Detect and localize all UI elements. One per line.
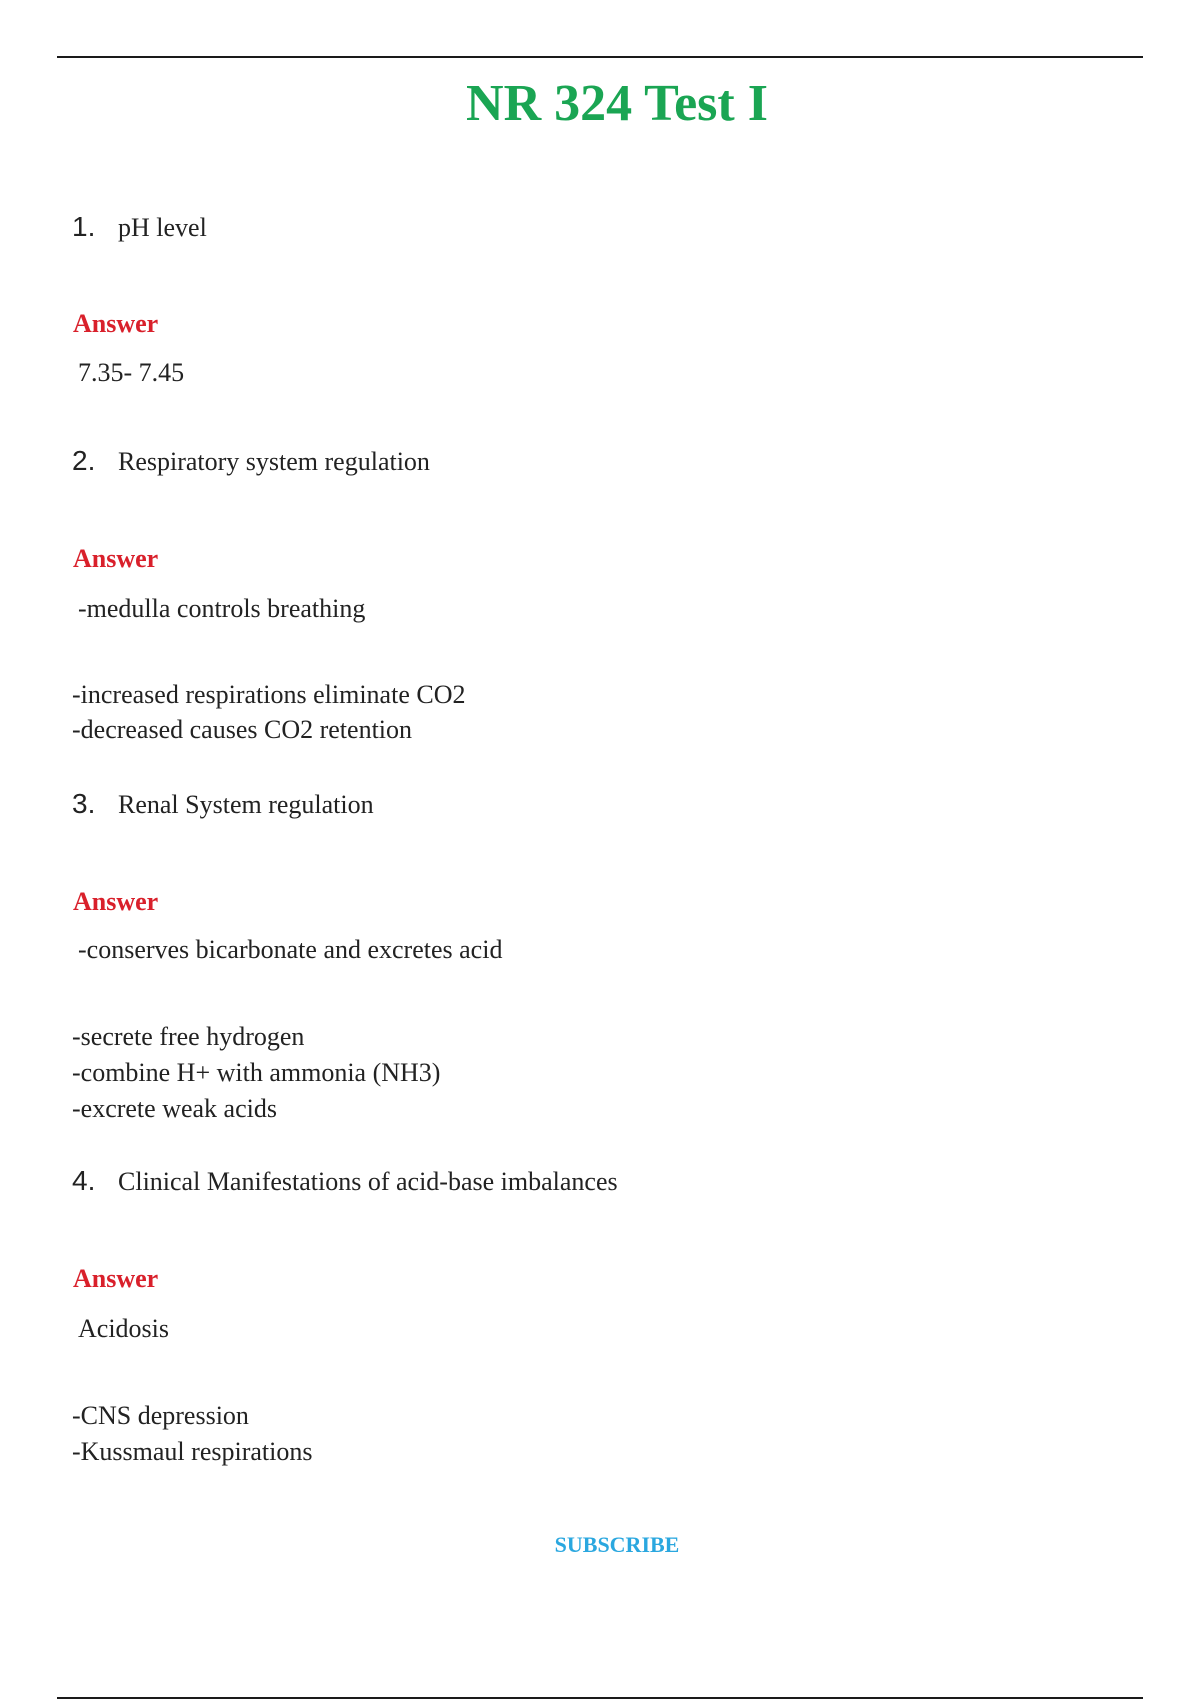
answer-line: -conserves bicarbonate and excretes acid xyxy=(78,935,503,964)
answer-label: Answer xyxy=(73,309,159,338)
answer-line: -Kussmaul respirations xyxy=(72,1437,313,1466)
answer-line: -CNS depression xyxy=(72,1401,249,1430)
answer-line: -increased respirations eliminate CO2 xyxy=(72,680,466,709)
answer-label: Answer xyxy=(73,544,159,573)
answer-line: 7.35- 7.45 xyxy=(78,358,185,387)
question-text: Renal System regulation xyxy=(118,790,374,819)
subscribe-link[interactable]: SUBSCRIBE xyxy=(554,1532,680,1557)
question-text: pH level xyxy=(118,213,207,242)
answer-label: Answer xyxy=(73,887,159,916)
document-title: NR 324 Test I xyxy=(466,75,768,132)
answer-line: -secrete free hydrogen xyxy=(72,1022,305,1051)
answer-line: -decreased causes CO2 retention xyxy=(72,715,413,744)
answer-line: -combine H+ with ammonia (NH3) xyxy=(72,1058,441,1087)
question-text: Respiratory system regulation xyxy=(118,447,430,476)
question-number: 4. xyxy=(72,1165,96,1196)
question-number: 3. xyxy=(72,788,96,819)
question-number: 2. xyxy=(72,445,96,476)
answer-line: Acidosis xyxy=(78,1314,169,1343)
answer-label: Answer xyxy=(73,1264,159,1293)
bottom-rule xyxy=(57,1697,1143,1699)
question-number: 1. xyxy=(72,211,96,242)
answer-line: -excrete weak acids xyxy=(72,1094,277,1123)
answer-line: -medulla controls breathing xyxy=(78,594,366,623)
question-text: Clinical Manifestations of acid-base imbalances xyxy=(118,1167,618,1196)
top-rule xyxy=(57,56,1143,58)
